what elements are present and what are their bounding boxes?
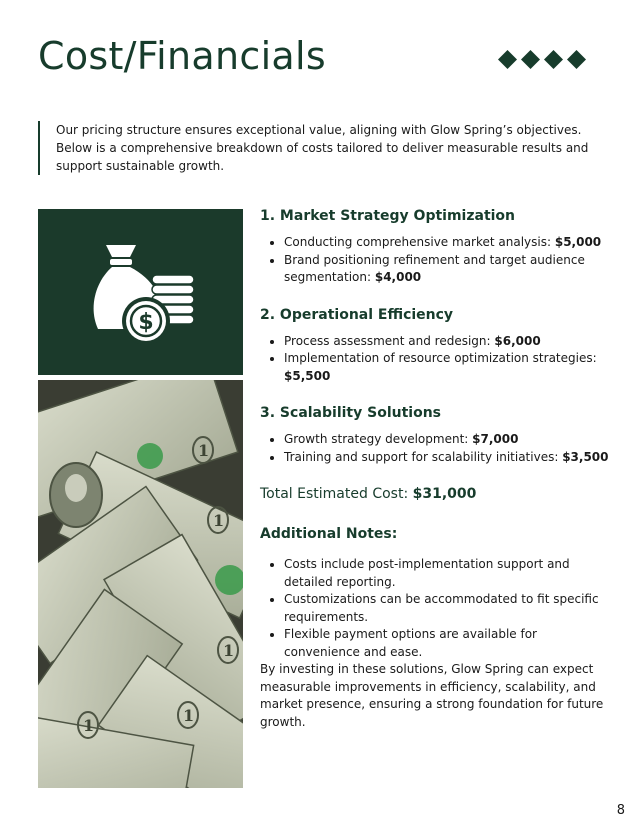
cost-section: [260, 206, 612, 287]
list-item: • Flexible payment options are available for convenience and ease.: [284, 626, 612, 661]
notes-title: Additional Notes:: [260, 526, 398, 542]
diamond-decoration: [498, 50, 586, 69]
page-title: Cost/Financials: [38, 34, 326, 78]
total-amount: $31,000: [412, 486, 477, 502]
list-item: • Costs include post-implementation support and detailed reporting.: [284, 556, 612, 591]
section-title: 2. Operational Efficiency: [260, 306, 454, 323]
item-amount: $4,000: [374, 270, 422, 284]
cost-list: [260, 333, 612, 386]
svg-text:1: 1: [83, 716, 95, 735]
item-text: Implementation of resource optimization strategies:: [284, 351, 597, 365]
section-title: 1. Market Strategy Optimization: [260, 208, 516, 224]
list-item: [284, 333, 612, 351]
svg-text:1: 1: [223, 641, 235, 660]
list-item: [284, 449, 612, 467]
diamond-icon: [521, 50, 540, 69]
item-text: Training and support for scalability initiatives:: [284, 449, 563, 464]
list-item: [284, 234, 612, 252]
svg-text:1: 1: [213, 511, 225, 530]
intro-paragraph: Our pricing structure ensures exceptional value, aligning with Glow Spring’s objectives. Below is a comprehensive breakdown of costs tailored to deliver measurable results and support sustainable growth.: [38, 121, 620, 175]
item-amount: $5,000: [554, 235, 602, 249]
item-amount: $6,000: [494, 333, 541, 348]
list-item: [284, 350, 612, 385]
money-bag-coins-icon: [38, 209, 243, 375]
item-amount: $7,000: [472, 432, 519, 446]
dollar-bills-image: [38, 380, 243, 788]
item-text: Conducting comprehensive market analysis:: [284, 235, 555, 249]
list-item: [284, 252, 612, 287]
total-label: Total Estimated Cost:: [260, 486, 413, 502]
money-photo: [38, 380, 243, 788]
list-item: [284, 431, 612, 449]
section-title: 3. Scalability Solutions: [260, 405, 441, 421]
item-amount: $5,500: [284, 368, 331, 383]
diamond-icon: [498, 50, 517, 69]
cost-list: [260, 431, 612, 466]
item-text: Brand positioning refinement and target audience segmentation:: [284, 252, 585, 284]
notes-list: [260, 556, 612, 661]
item-text: Process assessment and redesign:: [284, 333, 495, 348]
item-text: Growth strategy development:: [284, 432, 473, 446]
cost-content: [260, 206, 612, 731]
svg-text:1: 1: [183, 706, 195, 725]
closing-paragraph: By investing in these solutions, Glow Spring can expect measurable improvements in efficiency, scalability, and market presence, ensuring a strong foundation for future growth.: [260, 662, 604, 729]
list-item: • Customizations can be accommodated to fit specific requirements.: [284, 591, 612, 626]
diamond-icon: [544, 50, 563, 69]
total-cost: [260, 484, 612, 504]
svg-text:1: 1: [198, 441, 210, 460]
svg-text:$: $: [138, 310, 154, 335]
page-number: 8: [616, 803, 625, 818]
cost-section: [260, 403, 612, 466]
diamond-icon: [567, 50, 586, 69]
icon-panel: [38, 209, 243, 375]
item-amount: $3,500: [562, 449, 609, 464]
cost-list: [260, 234, 612, 287]
cost-section: [260, 305, 612, 386]
